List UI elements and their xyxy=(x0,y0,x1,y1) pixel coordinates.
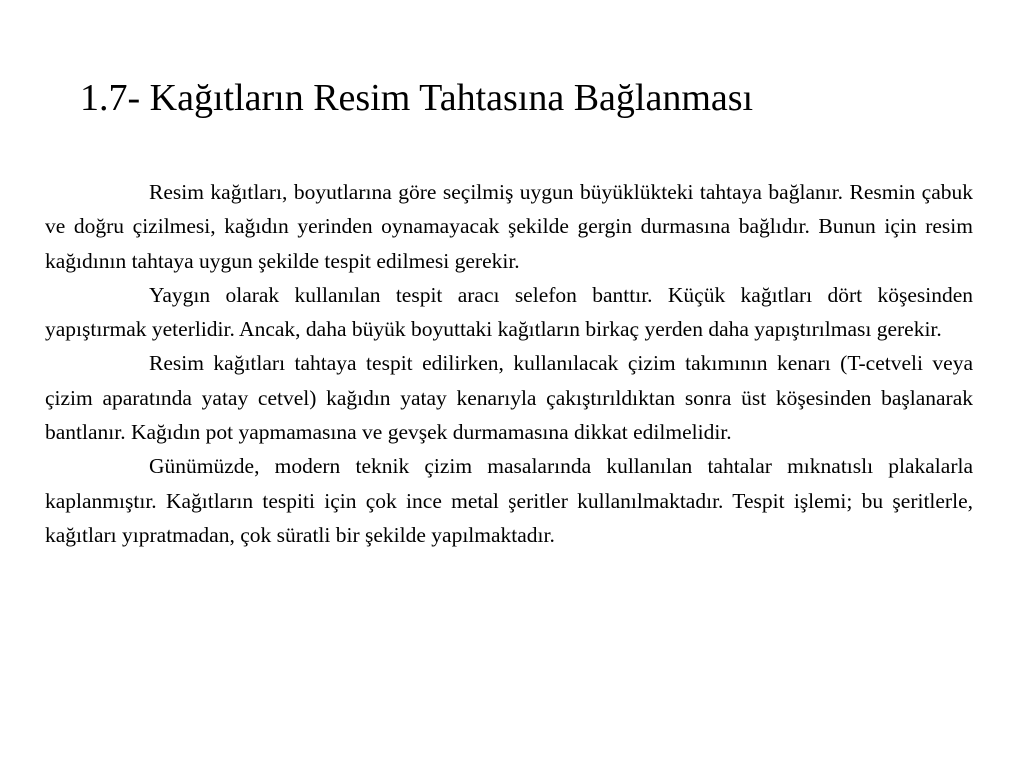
slide-title: 1.7- Kağıtların Resim Tahtasına Bağlanması xyxy=(80,77,754,119)
paragraph-4: Günümüzde, modern teknik çizim masalarında kullanılan tahtalar mıknatıslı plakalarla kaplanmıştır. Kağıtların tespiti için çok ince metal şeritler kullanılmaktadır. Tespit işlemi; bu şeritlerle, kağıtları yıpratmadan, çok süratli bir şekilde yapılmaktadır. xyxy=(45,454,973,547)
slide-body xyxy=(45,175,973,552)
paragraph-2: Yaygın olarak kullanılan tespit aracı selefon banttır. Küçük kağıtları dört köşesinden yapıştırmak yeterlidir. Ancak, daha büyük boyuttaki kağıtların birkaç yerden daha yapıştırılması gerekir. xyxy=(45,282,973,342)
paragraph-3: Resim kağıtları tahtaya tespit edilirken, kullanılacak çizim takımının kenarı (T-cetveli veya çizim aparatında yatay cetvel) kağıdın yatay kenarıyla çakıştırıldıktan sonra üst köşesinden başlanarak bantlanır. Kağıdın pot yapmamasına ve gevşek durmamasına dikkat edilmelidir. xyxy=(45,351,973,445)
paragraph-1: Resim kağıtları, boyutlarına göre seçilmiş uygun büyüklükteki tahtaya bağlanır. Resmin çabuk ve doğru çizilmesi, kağıdın yerinden oynamayacak şekilde gergin durmasına bağlıdır. Bunun için resim kağıdının tahtaya uygun şekilde tespit edilmesi gerekir. xyxy=(45,180,973,273)
